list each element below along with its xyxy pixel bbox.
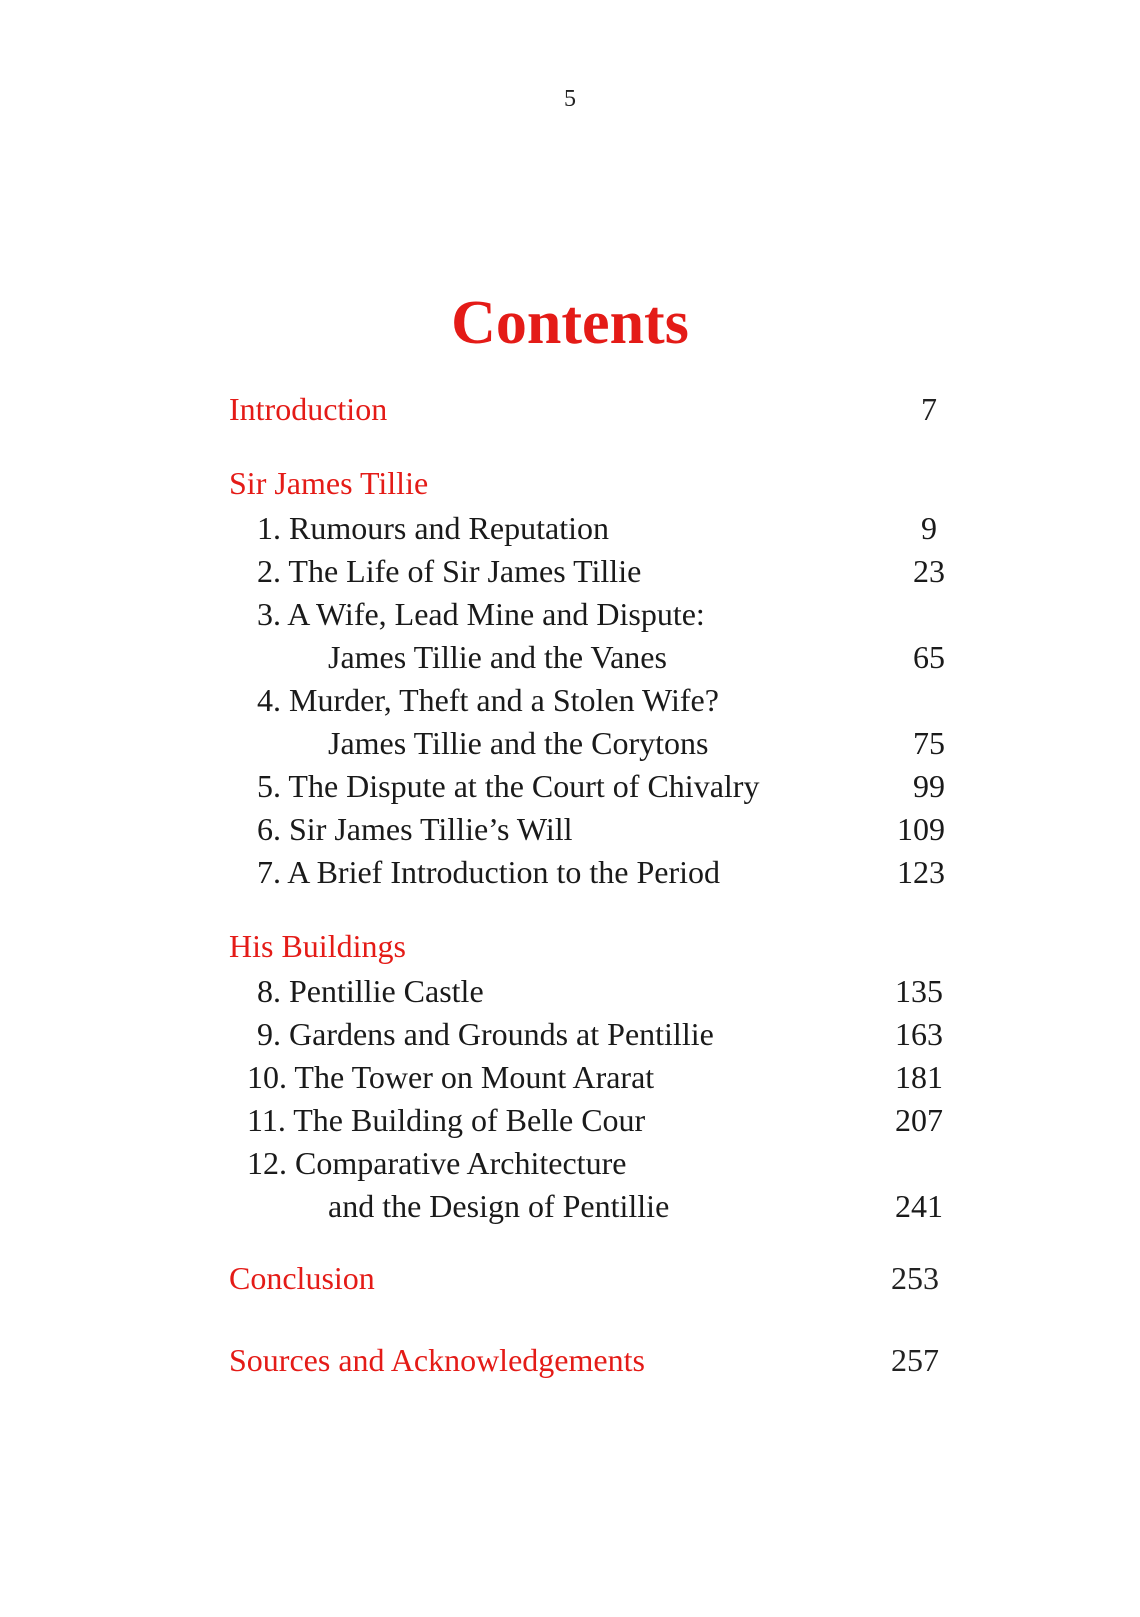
toc-entry-introduction[interactable] [229, 389, 949, 429]
page-title: Contents [451, 289, 689, 357]
toc-entry-conclusion[interactable] [229, 1258, 949, 1298]
toc-entry-page: 9 [921, 510, 937, 546]
toc-entry-chapter-3[interactable] [229, 594, 949, 634]
toc-entry-page: 7 [921, 391, 937, 427]
toc-entry-chapter-5[interactable] [229, 766, 949, 806]
toc-entry-chapter-10[interactable] [229, 1057, 949, 1097]
toc-entry-chapter-12[interactable] [229, 1143, 949, 1183]
toc-entry-label: 1. Rumours and Reputation [257, 510, 609, 546]
toc-entry-page: 65 [913, 639, 945, 675]
toc-entry-label: 5. The Dispute at the Court of Chivalry [257, 768, 760, 804]
toc-entry-page: 207 [895, 1102, 943, 1138]
page-number: 5 [564, 86, 576, 112]
toc-entry-label: 10. The Tower on Mount Ararat [247, 1059, 655, 1095]
toc-entry-label: 2. The Life of Sir James Tillie [257, 553, 642, 589]
toc-entry-page: 241 [895, 1188, 943, 1224]
toc-section-label: Sir James Tillie [229, 465, 429, 501]
toc-entry-label: James Tillie and the Vanes [328, 639, 667, 675]
toc-entry-chapter-4[interactable] [229, 680, 949, 720]
toc-section-sir-james-tillie[interactable] [229, 463, 949, 503]
toc-entry-chapter-2[interactable] [229, 551, 949, 591]
toc-entry-label: 6. Sir James Tillie’s Will [257, 811, 573, 847]
toc-entry-page: 23 [913, 553, 945, 589]
toc-entry-chapter-4-sub[interactable] [229, 723, 949, 763]
toc-entry-chapter-11[interactable] [229, 1100, 949, 1140]
toc-entry-page: 75 [913, 725, 945, 761]
toc-entry-page: 181 [895, 1059, 943, 1095]
toc-entry-page: 109 [897, 811, 945, 847]
toc-entry-label: Conclusion [229, 1260, 375, 1296]
toc-entry-chapter-7[interactable] [229, 852, 949, 892]
toc-entry-chapter-9[interactable] [229, 1014, 949, 1054]
toc-entry-page: 257 [891, 1342, 939, 1378]
toc-entry-label: 4. Murder, Theft and a Stolen Wife? [257, 682, 719, 718]
toc-entry-label: 8. Pentillie Castle [257, 973, 484, 1009]
toc-entry-label: and the Design of Pentillie [328, 1188, 670, 1224]
toc-entry-chapter-12-sub[interactable] [229, 1186, 949, 1226]
toc-section-his-buildings[interactable] [229, 926, 949, 966]
toc-section-label: His Buildings [229, 928, 406, 964]
toc-entry-sources[interactable] [229, 1340, 949, 1380]
toc-entry-page: 163 [895, 1016, 943, 1052]
toc-entry-label: 11. The Building of Belle Cour [247, 1102, 646, 1138]
toc-entry-chapter-1[interactable] [229, 508, 949, 548]
toc-entry-page: 123 [897, 854, 945, 890]
toc-entry-label: 7. A Brief Introduction to the Period [257, 854, 721, 890]
toc-entry-label: Introduction [229, 391, 388, 427]
toc-entry-label: Sources and Acknowledgements [229, 1342, 645, 1378]
toc-entry-label: 3. A Wife, Lead Mine and Dispute: [257, 596, 705, 632]
toc-entry-chapter-8[interactable] [229, 971, 949, 1011]
toc-entry-label: 12. Comparative Architecture [247, 1145, 627, 1181]
toc-entry-page: 135 [895, 973, 943, 1009]
toc-entry-label: 9. Gardens and Grounds at Pentillie [257, 1016, 714, 1052]
toc-entry-page: 99 [913, 768, 945, 804]
toc-entry-label: James Tillie and the Corytons [328, 725, 709, 761]
toc-entry-chapter-3-sub[interactable] [229, 637, 949, 677]
toc-entry-chapter-6[interactable] [229, 809, 949, 849]
toc-entry-page: 253 [891, 1260, 939, 1296]
